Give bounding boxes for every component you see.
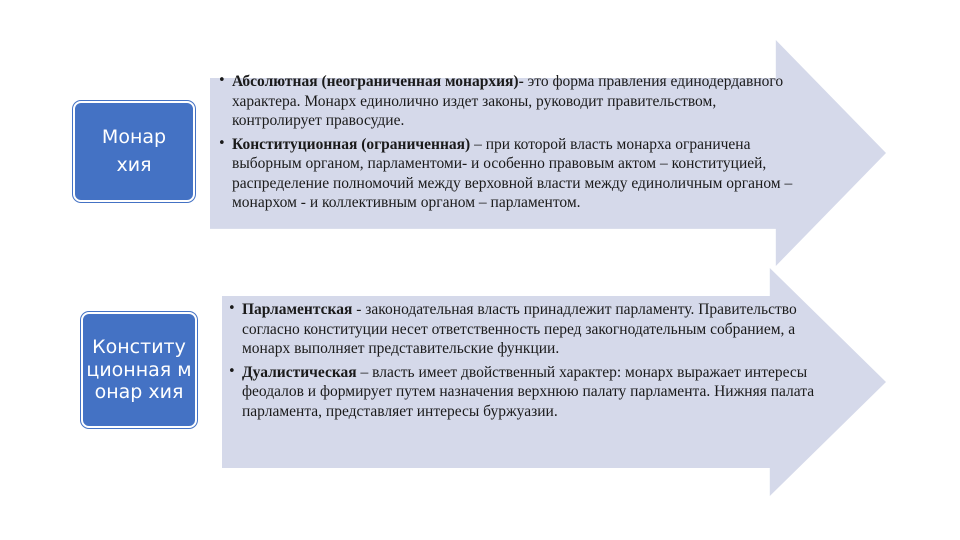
desc-dualistic: – власть имеет двойственный характер: монарх выражает интересы феодалов и формирует путем назначения верхнюю палату парламента. Нижняя палата парламента, представляет интересы буржуазии. [242,363,815,420]
label-constitutional-monarchy-text: Конститу ционная монар хия [86,335,192,404]
term-parliamentary: Парламентская [242,301,353,318]
text-block-monarchy [218,72,808,217]
bullet-icon: • [218,73,226,88]
term-absolute: Абсолютная (неограниченная монархия)- [232,73,524,90]
label-monarchy-text: Монар хия [101,125,167,176]
bullet-item-parliamentary [228,300,818,359]
desc-absolute: это форма правления единодердавного характера. Монарх единолично издет законы, руководит правительством, контролирует правосудие. [232,73,784,129]
label-constitutional-monarchy [81,312,197,428]
bullet-item-constitutional [218,135,808,213]
bullet-item-dualistic [228,363,818,422]
bullet-icon: • [218,135,226,151]
bullet-icon: • [228,301,236,316]
text-block-constitutional [228,300,818,425]
label-monarchy [73,101,195,202]
desc-constitutional: – при которой власть монарха ограничена выборным органом, парламентоми- и особенно правовым актом – конституцией, распределение полномочий между верховной власти между единоличным органом – монархом - и коллективным органом – парламентом. [232,135,793,211]
desc-parliamentary: - законодательная власть принадлежит парламенту. Правительство согласно конституции несет ответственность перед закогнодательным собранием, а монарх выполняет представительские функции. [242,301,797,357]
bullet-icon: • [228,363,236,379]
bullet-item-absolute [218,72,808,131]
term-dualistic: Дуалистическая [242,363,357,381]
term-constitutional: Конституционная (ограниченная) [232,135,471,153]
